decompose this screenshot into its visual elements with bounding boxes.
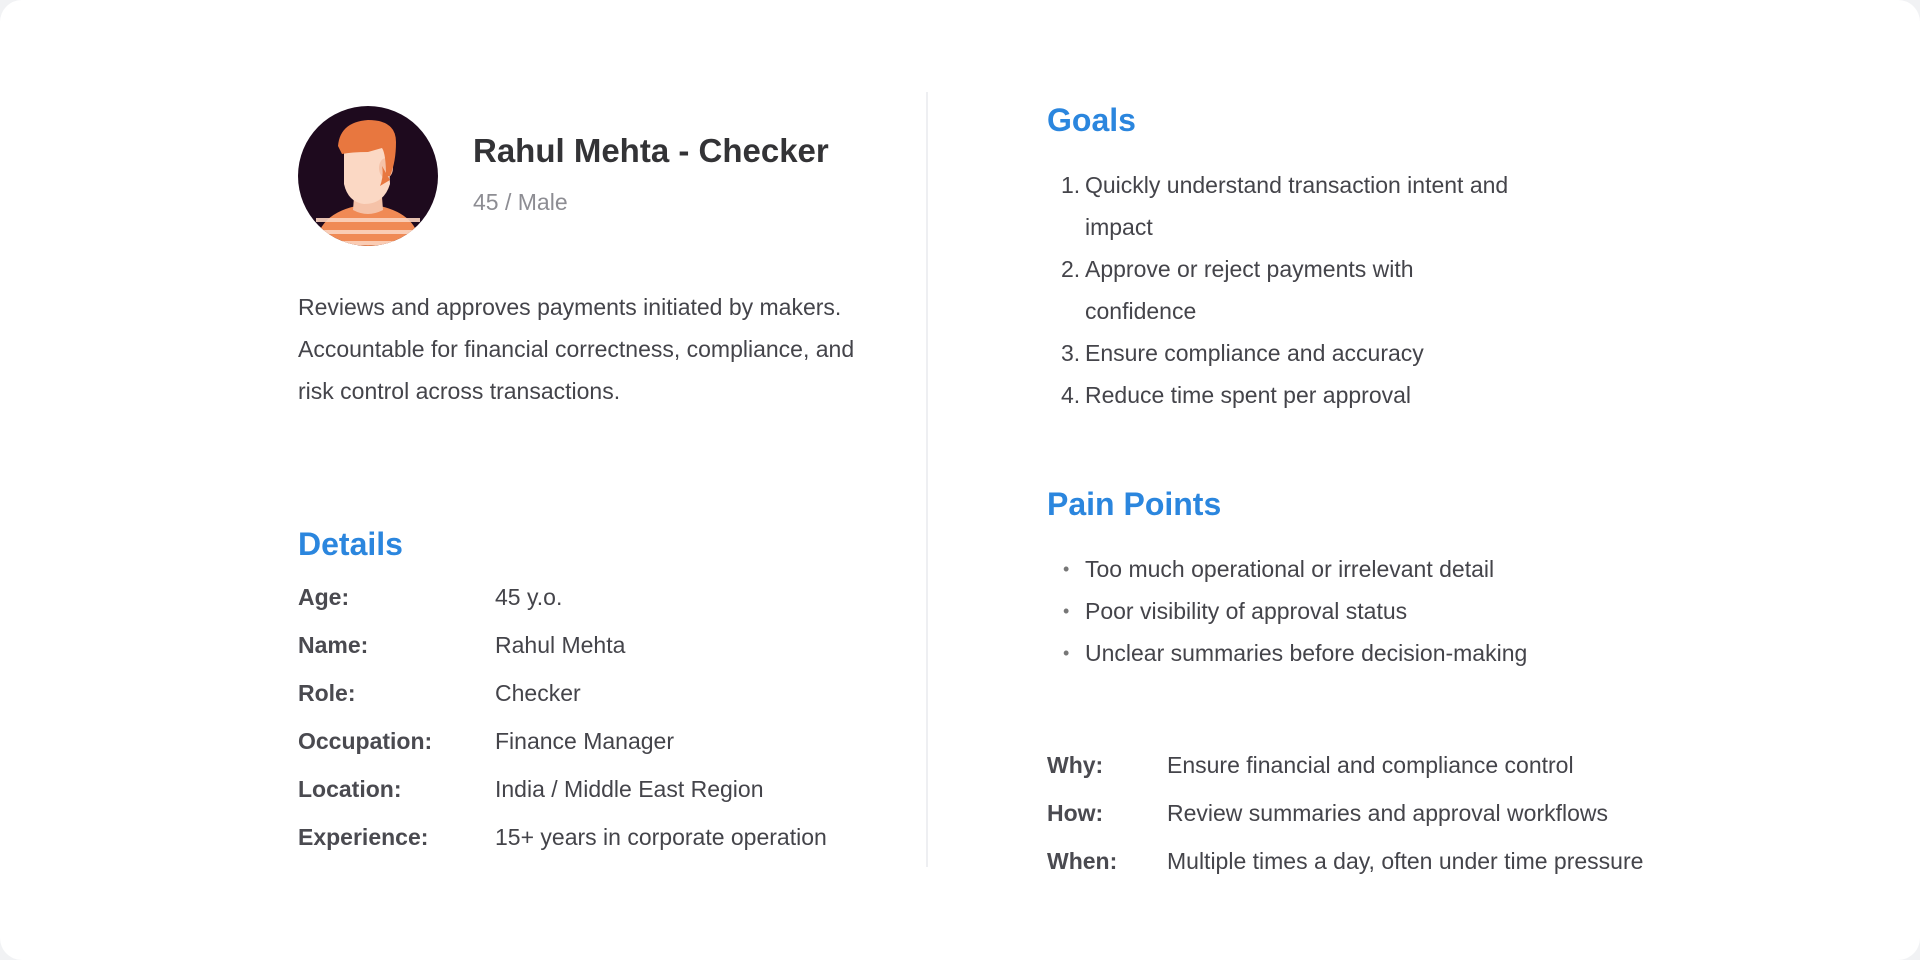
bullet-icon: • bbox=[1063, 559, 1070, 579]
detail-label: Experience: bbox=[298, 824, 429, 850]
goal-item bbox=[1047, 248, 1545, 332]
column-divider bbox=[926, 92, 928, 867]
goal-text: Approve or reject payments with confidence bbox=[1085, 256, 1414, 324]
pain-point-text: Too much operational or irrelevant detail bbox=[1085, 556, 1495, 582]
detail-value: Finance Manager bbox=[495, 728, 674, 754]
goal-number: 3. bbox=[1061, 340, 1081, 366]
persona-bio: Reviews and approves payments initiated by makers. Accountable for financial correctness, compliance, and risk control across transactions. bbox=[298, 294, 855, 404]
detail-value: Rahul Mehta bbox=[495, 632, 626, 658]
goals-list bbox=[1047, 164, 1545, 416]
bullet-icon: • bbox=[1063, 643, 1070, 663]
detail-label: Role: bbox=[298, 680, 356, 706]
detail-label: Occupation: bbox=[298, 728, 433, 754]
context-value: Ensure financial and compliance control bbox=[1167, 752, 1574, 778]
detail-value: 45 y.o. bbox=[495, 584, 563, 610]
goal-item bbox=[1047, 374, 1545, 416]
detail-value: Checker bbox=[495, 680, 581, 706]
bullet-icon: • bbox=[1063, 601, 1070, 621]
goal-number: 2. bbox=[1061, 256, 1081, 282]
detail-label: Location: bbox=[298, 776, 402, 802]
details-heading: Details bbox=[298, 526, 403, 562]
goal-text: Quickly understand transaction intent and impact bbox=[1085, 172, 1509, 240]
detail-label: Name: bbox=[298, 632, 369, 658]
goals-heading: Goals bbox=[1047, 102, 1136, 138]
pain-points-list bbox=[1047, 548, 1527, 674]
context-label: How: bbox=[1047, 800, 1104, 826]
context-value: Review summaries and approval workflows bbox=[1167, 800, 1608, 826]
goal-number: 1. bbox=[1061, 172, 1081, 198]
context-value: Multiple times a day, often under time pressure bbox=[1167, 848, 1644, 874]
goal-text: Ensure compliance and accuracy bbox=[1085, 340, 1424, 366]
person-avatar-icon bbox=[298, 106, 438, 246]
persona-name: Rahul Mehta - Checker bbox=[473, 132, 829, 169]
persona-age-gender: 45 / Male bbox=[473, 189, 568, 215]
context-label: When: bbox=[1047, 848, 1118, 874]
goal-item bbox=[1047, 164, 1545, 248]
pain-point-item bbox=[1047, 632, 1527, 674]
pain-point-text: Unclear summaries before decision-making bbox=[1085, 640, 1528, 666]
context-label: Why: bbox=[1047, 752, 1104, 778]
detail-value: 15+ years in corporate operation bbox=[495, 824, 827, 850]
pain-point-item bbox=[1047, 548, 1527, 590]
goal-item bbox=[1047, 332, 1545, 374]
goal-number: 4. bbox=[1061, 382, 1081, 408]
pain-points-heading: Pain Points bbox=[1047, 486, 1222, 522]
detail-value: India / Middle East Region bbox=[495, 776, 764, 802]
pain-point-text: Poor visibility of approval status bbox=[1085, 598, 1408, 624]
pain-point-item bbox=[1047, 590, 1527, 632]
goal-text: Reduce time spent per approval bbox=[1085, 382, 1412, 408]
detail-label: Age: bbox=[298, 584, 350, 610]
